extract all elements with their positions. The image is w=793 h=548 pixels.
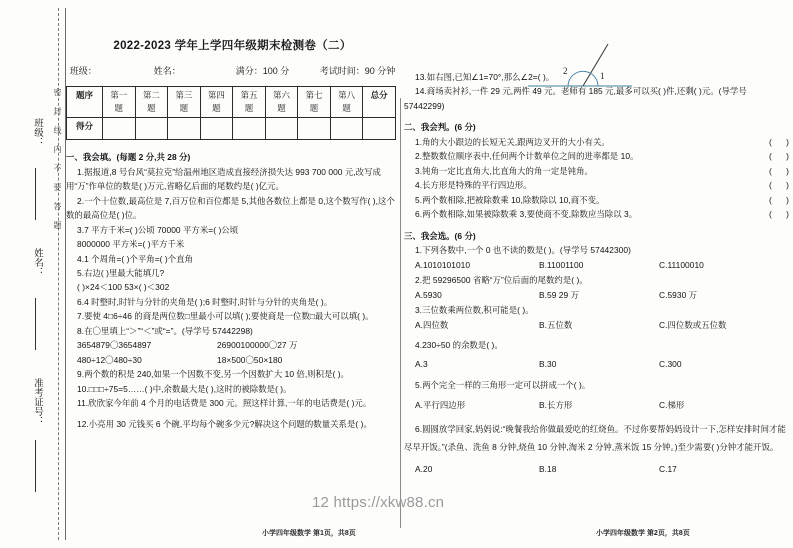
score-table-col-4 bbox=[200, 87, 233, 118]
col-line2: 题 bbox=[244, 103, 254, 114]
choice-item-1-options bbox=[404, 258, 789, 272]
choice-item-3-stem: 3.三位数乘两位数,积可能是( )。 bbox=[415, 304, 534, 315]
choice-5-option-a[interactable]: A.平行四边形 bbox=[415, 400, 466, 411]
score-table-col-3 bbox=[168, 87, 201, 118]
col-line2: 题 bbox=[212, 103, 221, 114]
choice-6-option-c[interactable]: C.17 bbox=[659, 464, 677, 475]
fill-item-2: 2.一个十位数,最高位是 7,百万位和百位都是 5,其他各数位上都是 0,这个数写作( ),这个数的最高位是( )位。 bbox=[66, 195, 395, 221]
tf-6-mark[interactable]: ( ) bbox=[769, 209, 789, 220]
score-table-col-1 bbox=[103, 87, 136, 118]
choice-4-option-a[interactable]: A.3 bbox=[415, 359, 428, 370]
score-cell-total[interactable] bbox=[363, 118, 396, 140]
choice-3-option-b[interactable]: B.五位数 bbox=[539, 320, 573, 331]
fill-item-7: 7.要使 4□6÷46 的商是两位数□里最小可以填( );要使商是一位数□最大可以填( )。 bbox=[77, 311, 374, 322]
fill-item-5b: ( )×24＜100 53×( )＜302 bbox=[77, 282, 170, 293]
tf-2-mark[interactable]: ( ) bbox=[769, 151, 789, 162]
col-line1: 第三 bbox=[175, 90, 193, 100]
choice-4-option-c[interactable]: C.300 bbox=[659, 359, 682, 370]
tf-5-mark[interactable]: ( ) bbox=[769, 194, 789, 205]
score-table-col-5 bbox=[233, 87, 266, 118]
fill-item-3b: 8000000 平方米=( )平方千米 bbox=[77, 239, 185, 250]
score-cell-1[interactable] bbox=[103, 118, 136, 140]
choice-1-option-c[interactable]: C.11100010 bbox=[659, 260, 704, 271]
exam-time-label: 考试时间：90 分钟 bbox=[319, 66, 396, 76]
truefalse-item-1 bbox=[404, 135, 789, 149]
choice-item-2-options bbox=[404, 288, 789, 302]
col-line1: 第一 bbox=[110, 90, 128, 100]
fill-item-3: 3.7 平方千米=( )公顷 70000 平方米=( )公顷 bbox=[77, 224, 239, 235]
seal-class-rule bbox=[35, 168, 36, 220]
angle-figure-svg bbox=[520, 42, 640, 94]
score-table-row-header-1: 题序 bbox=[67, 87, 103, 118]
col-line1: 第四 bbox=[207, 90, 225, 100]
compare-row-1 bbox=[66, 338, 399, 352]
seal-name-rule bbox=[35, 298, 36, 350]
choice-1-option-b[interactable]: B.11001100 bbox=[539, 260, 584, 271]
score-table-col-6 bbox=[265, 87, 298, 118]
footer-page-1: 小学四年级数学 第1页，共8页 bbox=[262, 530, 356, 537]
fill-item-9: 9.两个数的积是 240,如果一个因数不变,另一个因数扩大 10 倍,则积是( )。 bbox=[77, 369, 349, 380]
angle-figure bbox=[520, 42, 640, 94]
sealing-margin bbox=[8, 0, 70, 548]
choice-5-option-c[interactable]: C.梯形 bbox=[659, 400, 685, 411]
score-cell-6[interactable] bbox=[265, 118, 298, 140]
seal-name-field: 姓名： bbox=[32, 248, 42, 277]
tf-3-text: 3.钝角一定比直角大,比直角大的角一定是钝角。 bbox=[415, 165, 593, 176]
score-cell-5[interactable] bbox=[233, 118, 266, 140]
name-label: 姓名： bbox=[153, 66, 181, 76]
tf-2-text: 2.整数数位顺序表中,任何两个计数单位之间的进率都是 10。 bbox=[415, 151, 639, 162]
tf-6-text: 6.两个数相除,如果被除数乘 3,要使商不变,除数应当除以 3。 bbox=[415, 209, 638, 220]
truefalse-item-3 bbox=[404, 164, 789, 178]
fill-item-6: 6.4 时整时,时针与分针的夹角是( );6 时整时,时针与分针的夹角是( )。 bbox=[77, 296, 333, 307]
col-line1: 第八 bbox=[338, 90, 356, 100]
choice-item-6-options bbox=[404, 462, 789, 476]
angle-label-2: 2 bbox=[563, 66, 568, 76]
compare-2-right: 18×500〇50×180 bbox=[217, 354, 283, 365]
fill-item-10: 10.□□□÷75=5……( )中,余数最大是( ),这时的被除数是( )。 bbox=[77, 383, 292, 394]
fill-item-8: 8.在〇里填上“＞”“＜”或“=”。(导学号 57442298) bbox=[77, 325, 253, 336]
choice-item-5-options bbox=[404, 398, 789, 412]
choice-1-option-a[interactable]: A.1010101010 bbox=[415, 260, 471, 271]
class-label: 班级： bbox=[69, 66, 97, 76]
fill-item-12: 12.小亮用 30 元钱买 6 个碗,平均每个碗多少元?解决这个问题的数量关系是( )。 bbox=[77, 418, 372, 429]
choice-5-option-b[interactable]: B.长方形 bbox=[539, 400, 573, 411]
full-score-label: 满分：100 分 bbox=[235, 66, 290, 76]
score-table bbox=[66, 86, 396, 140]
truefalse-item-6 bbox=[404, 207, 789, 221]
fill-item-13: 13.如右图,已知∠1=70°,那么∠2=( )。 bbox=[415, 72, 555, 82]
fill-item-1: 1.据报道,8 号台风“莫拉克”给温州地区造成直接经济损失达 993 700 000 元,改写成用“万”作单位的数是( )万元,省略亿后面的尾数约是( )亿元。 bbox=[66, 166, 381, 192]
choice-2-option-c[interactable]: C.5930 万 bbox=[659, 290, 698, 301]
seal-id-field: 准考证号： bbox=[32, 378, 42, 426]
tf-1-mark[interactable]: ( ) bbox=[769, 136, 789, 147]
choice-2-option-a[interactable]: A.5930 bbox=[415, 290, 442, 301]
truefalse-item-2 bbox=[404, 149, 789, 163]
fill-item-11: 11.欣欣家今年前 4 个月的电话费是 300 元。照这样计算,一年的电话费是( )元。 bbox=[77, 398, 372, 409]
score-table-row-header-2: 得分 bbox=[67, 118, 103, 140]
choice-item-1-stem: 1.下列各数中,一个 0 也不读的数是( )。(导学号 57442300) bbox=[415, 244, 631, 255]
col-line2: 题 bbox=[147, 103, 156, 114]
choice-item-4-stem: 4.230÷50 的余数是( )。 bbox=[415, 339, 503, 350]
truefalse-item-4 bbox=[404, 178, 789, 192]
score-table-col-7 bbox=[298, 87, 331, 118]
seal-id-rule bbox=[35, 440, 36, 492]
fill-section bbox=[66, 150, 399, 431]
choice-3-option-a[interactable]: A.四位数 bbox=[415, 320, 449, 331]
tf-1-text: 1.角的大小跟边的长短无关,跟两边叉开的大小有关。 bbox=[415, 136, 610, 147]
col-line2: 题 bbox=[342, 103, 351, 114]
score-cell-3[interactable] bbox=[168, 118, 201, 140]
angle-label-1: 1 bbox=[600, 71, 605, 81]
fill-section-heading: 一、我会填。(每题 2 分,共 28 分) bbox=[66, 152, 191, 163]
choice-2-option-b[interactable]: B.59 29 万 bbox=[539, 290, 580, 301]
angle-arc-2 bbox=[568, 71, 590, 86]
choice-item-5-stem: 5.两个完全一样的三角形一定可以拼成一个( )。 bbox=[415, 379, 591, 390]
col-line1: 第六 bbox=[273, 90, 291, 100]
tf-4-mark[interactable]: ( ) bbox=[769, 180, 789, 191]
column-divider bbox=[400, 98, 401, 528]
col-line1: 第五 bbox=[240, 90, 258, 100]
fill-item-5: 5.右边( )里最大能填几? bbox=[77, 267, 165, 278]
angle-arc-1 bbox=[590, 73, 598, 86]
watermark: 12 https://xkw88.cn bbox=[312, 494, 445, 511]
choice-item-2-stem: 2.把 59296500 省略“万”位后面的尾数约是( )。 bbox=[415, 274, 588, 285]
seal-class-field: 班级： bbox=[32, 118, 42, 147]
tf-3-mark[interactable]: ( ) bbox=[769, 165, 789, 176]
score-cell-8[interactable] bbox=[330, 118, 363, 140]
choice-6-option-b[interactable]: B.18 bbox=[539, 464, 557, 475]
tf-4-text: 4.长方形是特殊的平行四边形。 bbox=[415, 180, 532, 191]
tf-5-text: 5.两个数相除,把被除数乘 10,除数除以 10,商不变。 bbox=[415, 194, 605, 205]
col-line1: 第七 bbox=[305, 90, 323, 100]
compare-row-2 bbox=[66, 353, 399, 367]
col-line2: 题 bbox=[179, 103, 189, 114]
col-line2: 题 bbox=[309, 103, 319, 114]
compare-2-left: 480÷12〇480÷30 bbox=[77, 354, 142, 365]
col-line1: 第二 bbox=[142, 90, 160, 100]
compare-1-right: 26900100000〇27 万 bbox=[217, 340, 298, 351]
truefalse-item-5 bbox=[404, 193, 789, 207]
fill-item-4: 4.1 个周角=( )个平角=( )个直角 bbox=[77, 253, 193, 264]
footer-page-2: 小学四年级数学 第2页，共8页 bbox=[596, 530, 690, 537]
choice-6-option-a[interactable]: A.20 bbox=[415, 464, 433, 475]
choice-item-6-stem: 6.圆圆放学回家,妈妈说:“晚餐我给你做最爱吃的红烧鱼。不过你要帮妈妈设计一下,怎样安排时间才能尽早开饭。”(杀鱼、洗鱼 8 分钟,烧鱼 10 分钟,淘米 2 分钟,蒸米饭 15 分钟。)至少需要( )分钟才能开饭。 bbox=[404, 423, 786, 452]
col-line2: 题 bbox=[277, 103, 286, 114]
score-cell-2[interactable] bbox=[135, 118, 168, 140]
compare-1-left: 3654879〇3654897 bbox=[77, 340, 152, 351]
choice-item-4-options bbox=[404, 357, 789, 371]
score-table-col-8 bbox=[330, 87, 363, 118]
page-title: 2022-2023 学年上学四年级期末检测卷（二） bbox=[113, 40, 352, 52]
table-row bbox=[67, 87, 396, 118]
score-cell-7[interactable] bbox=[298, 118, 331, 140]
score-table-total-header: 总分 bbox=[363, 87, 396, 118]
choice-item-3-options bbox=[404, 318, 789, 332]
score-cell-4[interactable] bbox=[200, 118, 233, 140]
seal-warning-text: 密封线内不要答题 bbox=[53, 88, 62, 240]
header-fields bbox=[66, 64, 399, 77]
choice-4-option-b[interactable]: B.30 bbox=[539, 359, 557, 370]
table-row bbox=[67, 118, 396, 140]
score-table-col-2 bbox=[135, 87, 168, 118]
fill-item-14: 14.商场卖衬衫,一件 29 元,两件 49 元。老师有 185 元,最多可以买( )件,还剩( )元。(导学号 57442299) bbox=[404, 86, 747, 111]
choice-3-option-c[interactable]: C.四位数或五位数 bbox=[659, 320, 727, 331]
truefalse-section-heading: 二、我会判。(6 分) bbox=[404, 122, 476, 133]
col-line2: 题 bbox=[114, 103, 124, 114]
choice-section-heading: 三、我会选。(6 分) bbox=[404, 230, 476, 241]
